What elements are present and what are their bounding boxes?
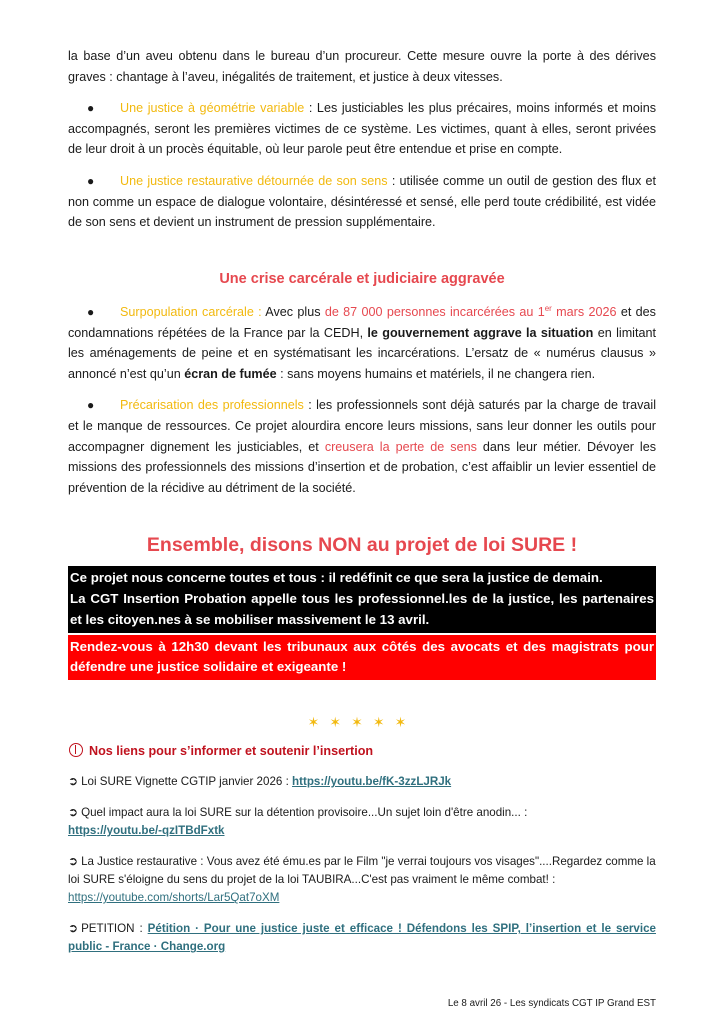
- link-vignette[interactable]: https://youtu.be/fK-3zzLJRJk: [292, 775, 452, 789]
- document-page: [68, 46, 656, 956]
- section-title-crise: Une crise carcérale et judiciaire aggravée: [219, 270, 505, 287]
- bullet-precarisation: [68, 395, 656, 498]
- bullet-text: : les professionnels sont déjà saturés par la charge de travail et le manque de ressources. Ce projet alourdira encore leurs missions, sans leur donner les outils pour accompagner dignement les justiciables, et: [68, 398, 656, 454]
- bullet-surpopulation: [68, 299, 656, 385]
- highlight-red: de 87 000 personnes incarcérées au 1: [324, 304, 545, 319]
- links-heading-text: Nos liens pour s’informer et soutenir l’insertion: [89, 744, 374, 759]
- bullet-justice-restaurative: [68, 171, 656, 233]
- link-petition[interactable]: Pétition · Pour une justice juste et efficace ! Défendons les SPIP, l’insertion et le service public - France · Change.org: [68, 922, 656, 954]
- bullet-label: Précarisation des professionnels: [120, 398, 304, 413]
- highlight-bold: écran de fumée: [184, 366, 277, 381]
- bullet-label: Une justice à géométrie variable: [120, 101, 305, 116]
- callout-line-1: Ce projet nous concerne toutes et tous : il redéfinit ce que sera la justice de demain.: [70, 570, 603, 586]
- bullet-text: : sans moyens humains et matériels, il ne changera rien.: [276, 366, 596, 381]
- arrow-icon: ➲: [68, 854, 79, 869]
- bullet-icon: ●: [87, 398, 95, 413]
- bullet-text: Avec plus: [261, 304, 325, 319]
- bullet-label: Une justice restaurative détournée de son sens: [120, 173, 388, 188]
- highlight-red: creusera la perte de sens: [324, 439, 477, 454]
- link-item-text: Quel impact aura la loi SURE sur la détention provisoire...Un sujet loin d'être anodin... :: [81, 806, 528, 820]
- black-callout-box: [68, 566, 656, 632]
- highlight-bold: le gouvernement aggrave la situation: [367, 325, 594, 340]
- callout-line-2: La CGT Insertion Probation appelle tous les professionnel.les de la justice, les partenaires et les citoyen.nes à se mobiliser massivement le 13 avril.: [70, 591, 654, 627]
- link-restaurative[interactable]: https://youtube.com/shorts/Lar5Qat7oXM: [68, 891, 280, 905]
- bullet-icon: ●: [87, 101, 95, 116]
- bullet-text: et des condamnations répétées de la France par la CEDH,: [68, 304, 656, 340]
- link-item-petition: [68, 919, 656, 956]
- link-item-text: La Justice restaurative : Vous avez été ému.es par le Film "je verrai toujours vos visages"....Regardez comme la loi SURE s'éloigne du sens du projet de la loi TAUBIRA...C'est pas vraiment le même combat! :: [68, 855, 656, 887]
- arrow-icon: ➲: [68, 805, 79, 820]
- red-callout-box: [68, 635, 656, 681]
- intro-paragraph: la base d’un aveu obtenu dans le bureau d’un procureur. Cette mesure ouvre la porte à des dérives graves : chantage à l’aveu, inégalités de traitement, et justice à deux vitesses.: [68, 49, 656, 84]
- bullet-justice-geometrie: [68, 98, 656, 160]
- star-separator: ✶✶✶✶✶: [307, 714, 417, 731]
- bullet-label: Surpopulation carcérale :: [120, 304, 262, 319]
- link-item-restaurative: [68, 852, 656, 907]
- bullet-icon: ●: [87, 304, 95, 319]
- superscript: er: [544, 303, 552, 313]
- callout-rdv: Rendez-vous à 12h30 devant les tribunaux aux côtés des avocats et des magistrats pour défendre une justice solidaire et exigeante !: [70, 638, 654, 675]
- links-heading: [68, 742, 656, 760]
- link-item-vignette: [68, 772, 656, 791]
- bullet-text: : utilisée comme un outil de gestion des flux et non comme un espace de dialogue volontaire, désintéressé et sensé, elle perd toute crédibilité, est vidée de son sens et devient un instrument de pression supplémentaire.: [68, 173, 656, 230]
- call-title: Ensemble, disons NON au projet de loi SURE !: [146, 534, 578, 557]
- link-item-text: Loi SURE Vignette CGTIP janvier 2026 :: [81, 775, 293, 789]
- info-circle-icon: [69, 743, 83, 757]
- link-detention[interactable]: https://youtu.be/-qzITBdFxtk: [68, 824, 225, 838]
- arrow-icon: ➲: [68, 774, 79, 789]
- link-item-detention: [68, 803, 656, 840]
- link-item-text: PETITION :: [81, 922, 148, 936]
- bullet-text: : Les justiciables les plus précaires, moins informés et moins accompagnés, seront les premières victimes de ce système. Les victimes, quant à elles, seront privées de leur droit à un procès équitable, où leur parole peut être entendue et prise en compte.: [68, 101, 657, 157]
- bullet-text: en limitant les aménagements de peine et en systématisant les incarcérations. L’ersatz de « numérus clausus » annoncé n’est qu’un: [68, 325, 656, 381]
- bullet-text: dans leur métier. Dévoyer les missions des professionnels des missions d’insertion et de probation, c’est affaiblir un levier essentiel de prévention de la récidive au détriment de la société.: [68, 439, 657, 495]
- arrow-icon: ➲: [68, 921, 79, 936]
- bullet-icon: ●: [87, 173, 95, 188]
- footer-signature: Le 8 avril 26 - Les syndicats CGT IP Grand EST: [447, 998, 656, 1009]
- highlight-red: mars 2026: [551, 304, 617, 319]
